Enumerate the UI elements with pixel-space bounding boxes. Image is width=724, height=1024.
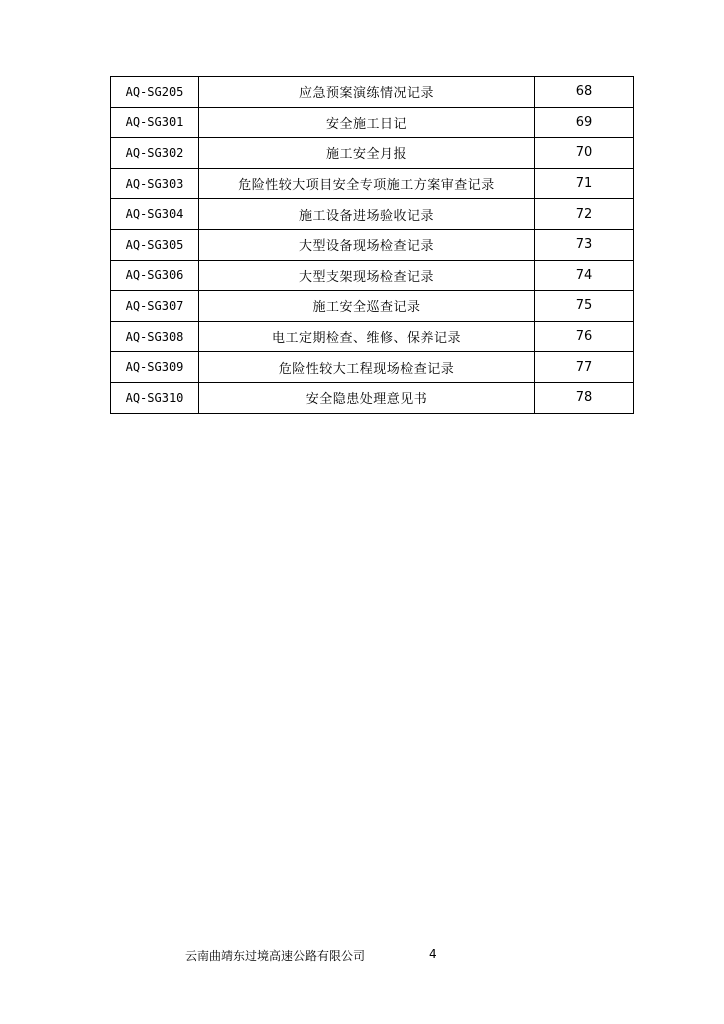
page-ref: 75 [535, 291, 634, 322]
page-ref: 70 [535, 138, 634, 169]
form-code: AQ-SG301 [111, 107, 199, 138]
form-title: 电工定期检查、维修、保养记录 [199, 321, 535, 352]
form-title: 安全隐患处理意见书 [199, 382, 535, 413]
page-ref: 76 [535, 321, 634, 352]
form-code: AQ-SG302 [111, 138, 199, 169]
form-title: 危险性较大项目安全专项施工方案审查记录 [199, 168, 535, 199]
form-title: 大型设备现场检查记录 [199, 229, 535, 260]
form-title: 危险性较大工程现场检查记录 [199, 352, 535, 383]
table-row [111, 260, 634, 291]
form-code: AQ-SG308 [111, 321, 199, 352]
footer-company-name: 云南曲靖东过境高速公路有限公司 [185, 949, 366, 963]
page-ref: 74 [535, 260, 634, 291]
page-ref: 68 [535, 77, 634, 108]
table-row [111, 138, 634, 169]
table-row [111, 291, 634, 322]
page-ref: 69 [535, 107, 634, 138]
table-row [111, 168, 634, 199]
form-title: 安全施工日记 [199, 107, 535, 138]
page-ref: 72 [535, 199, 634, 230]
page-ref: 77 [535, 352, 634, 383]
form-code: AQ-SG307 [111, 291, 199, 322]
page-ref: 73 [535, 229, 634, 260]
table-row [111, 229, 634, 260]
form-code: AQ-SG304 [111, 199, 199, 230]
form-title: 施工设备进场验收记录 [199, 199, 535, 230]
page-ref: 71 [535, 168, 634, 199]
form-code: AQ-SG309 [111, 352, 199, 383]
footer-page-number: 4 [429, 947, 437, 961]
form-code: AQ-SG205 [111, 77, 199, 108]
form-code: AQ-SG303 [111, 168, 199, 199]
form-code: AQ-SG305 [111, 229, 199, 260]
table-row [111, 352, 634, 383]
table-row [111, 321, 634, 352]
table-row [111, 77, 634, 108]
page-footer [0, 947, 724, 967]
form-title: 大型支架现场检查记录 [199, 260, 535, 291]
page-ref: 78 [535, 382, 634, 413]
form-title: 施工安全巡查记录 [199, 291, 535, 322]
form-index-table [110, 76, 634, 414]
table-row [111, 107, 634, 138]
form-code: AQ-SG306 [111, 260, 199, 291]
table-row [111, 199, 634, 230]
form-title: 施工安全月报 [199, 138, 535, 169]
form-code: AQ-SG310 [111, 382, 199, 413]
table-row [111, 382, 634, 413]
form-title: 应急预案演练情况记录 [199, 77, 535, 108]
